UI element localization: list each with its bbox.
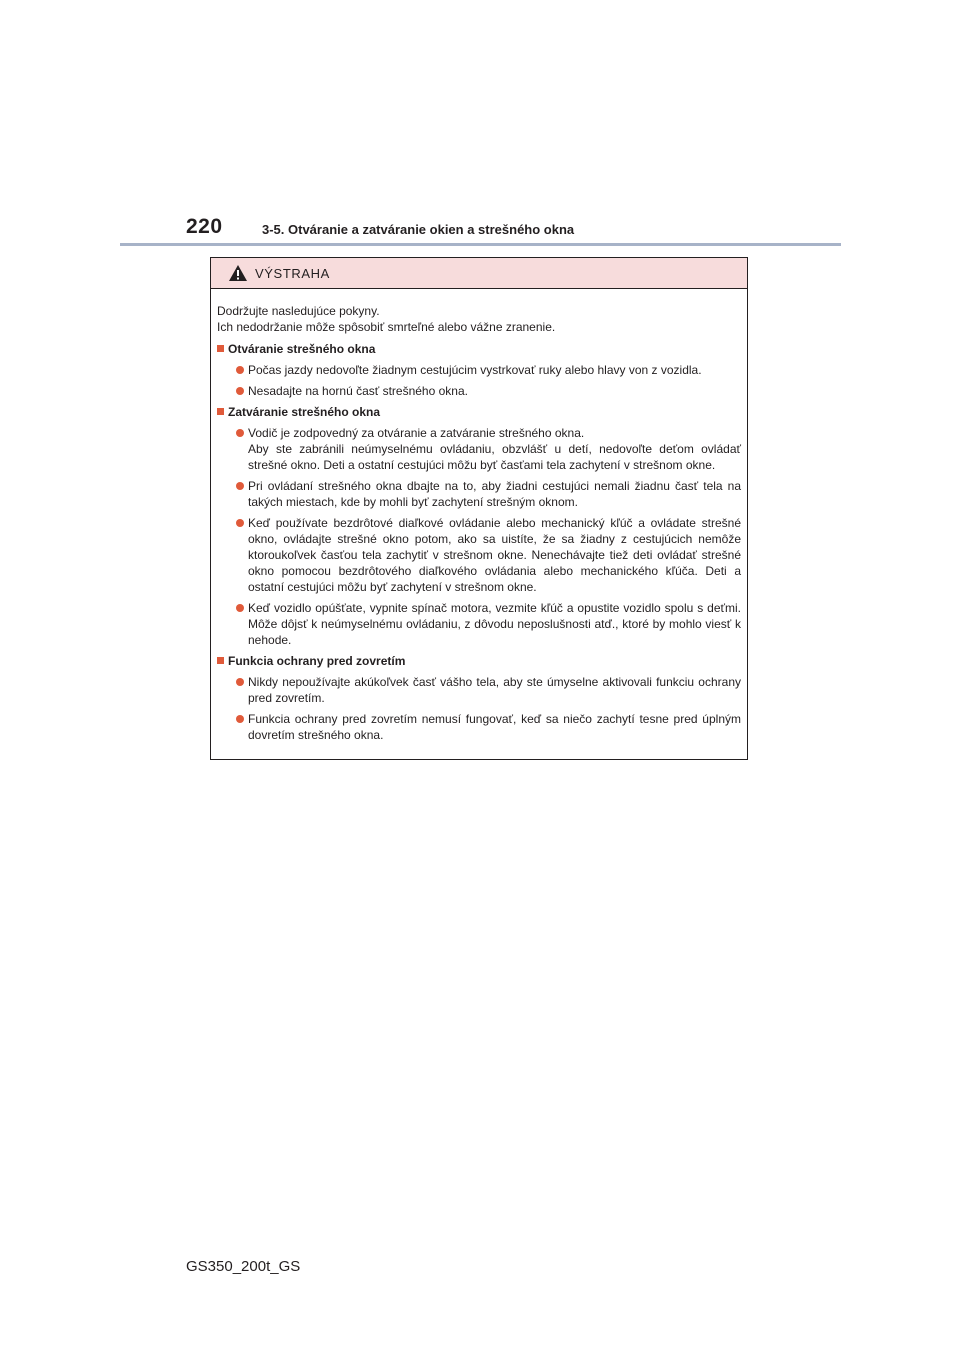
list-item-text: Aby ste zabránili neúmyselnému ovládaniu, obzvlášť u detí, nedovoľte deťom ovládať strešné okno. Deti a ostatní cestujúci môžu byť časťami tela zachytení v strešnom okne. <box>248 442 741 472</box>
round-bullet-icon <box>236 678 244 686</box>
list-item-text: Počas jazdy nedovoľte žiadnym cestujúcim vystrkovať ruky alebo hlavy von z vozidla. <box>248 363 702 377</box>
list-item <box>217 711 741 743</box>
round-bullet-icon <box>236 715 244 723</box>
intro-line: Ich nedodržanie môže spôsobiť smrteľné alebo vážne zranenie. <box>217 320 556 334</box>
section-heading-text: Otváranie strešného okna <box>228 342 376 356</box>
list-item-text: Funkcia ochrany pred zovretím nemusí fungovať, keď sa niečo zachytí tesne pred úplným dovretím strešného okna. <box>248 712 741 742</box>
section-heading-closing <box>217 404 741 420</box>
square-bullet-icon <box>217 657 224 664</box>
warning-intro <box>217 303 741 335</box>
round-bullet-icon <box>236 387 244 395</box>
warning-title: VÝSTRAHA <box>255 266 330 281</box>
list-item <box>217 383 741 399</box>
warning-triangle-icon <box>228 264 248 282</box>
header-divider <box>120 243 841 246</box>
section-heading-text: Zatváranie strešného okna <box>228 405 381 419</box>
list-item-text: Pri ovládaní strešného okna dbajte na to, aby žiadni cestujúci nemali žiadnu časť tela na takých miestach, kde by mohli byť zachytení strešným oknom. <box>248 479 741 509</box>
round-bullet-icon <box>236 366 244 374</box>
section-title: 3-5. Otváranie a zatváranie okien a strešného okna <box>262 222 575 237</box>
list-item-text: Keď vozidlo opúšťate, vypnite spínač motora, vezmite kľúč a opustite vozidlo spolu s deťmi. Môže dôjsť k neúmyselnému ovládaniu, z dôvodu neposlušnosti atď., ktoré by mohlo viesť k nehode. <box>248 601 741 647</box>
section-heading-opening <box>217 341 741 357</box>
round-bullet-icon <box>236 604 244 612</box>
warning-header <box>211 258 747 289</box>
list-item <box>217 425 741 473</box>
warning-body <box>211 289 747 743</box>
page-number: 220 <box>186 215 223 238</box>
round-bullet-icon <box>236 482 244 490</box>
list-item-text: Vodič je zodpovedný za otváranie a zatváranie strešného okna. <box>248 426 585 440</box>
list-item-text: Nikdy nepoužívajte akúkoľvek časť vášho tela, aby ste úmyselne aktivovali funkciu ochrany pred zovretím. <box>248 675 741 705</box>
list-item <box>217 600 741 648</box>
round-bullet-icon <box>236 519 244 527</box>
round-bullet-icon <box>236 429 244 437</box>
list-item-text: Keď používate bezdrôtové diaľkové ovládanie alebo mechanický kľúč a ovládate strešné okno, ovládajte strešné okno potom, ako sa uistíte, že sa žiadny z cestujúcich nemôže ktoroukoľvek časťou tela zachytiť v strešnom okne. Nenechávajte tiež deti ovládať strešné okno pomocou bezdrôtového diaľkového ovládania alebo mechanického kľúča. Deti a ostatní cestujúci môžu byť zachytení v strešnom okne. <box>248 516 741 594</box>
square-bullet-icon <box>217 408 224 415</box>
list-item <box>217 674 741 706</box>
list-item <box>217 515 741 595</box>
list-item <box>217 478 741 510</box>
section-heading-pinch-protection <box>217 653 741 669</box>
square-bullet-icon <box>217 345 224 352</box>
footer-model-code: GS350_200t_GS <box>186 1258 301 1275</box>
list-item <box>217 362 741 378</box>
section-heading-text: Funkcia ochrany pred zovretím <box>228 654 406 668</box>
page-header <box>0 0 960 250</box>
list-item-text: Nesadajte na hornú časť strešného okna. <box>248 384 468 398</box>
warning-box <box>210 257 748 760</box>
intro-line: Dodržujte nasledujúce pokyny. <box>217 304 380 318</box>
